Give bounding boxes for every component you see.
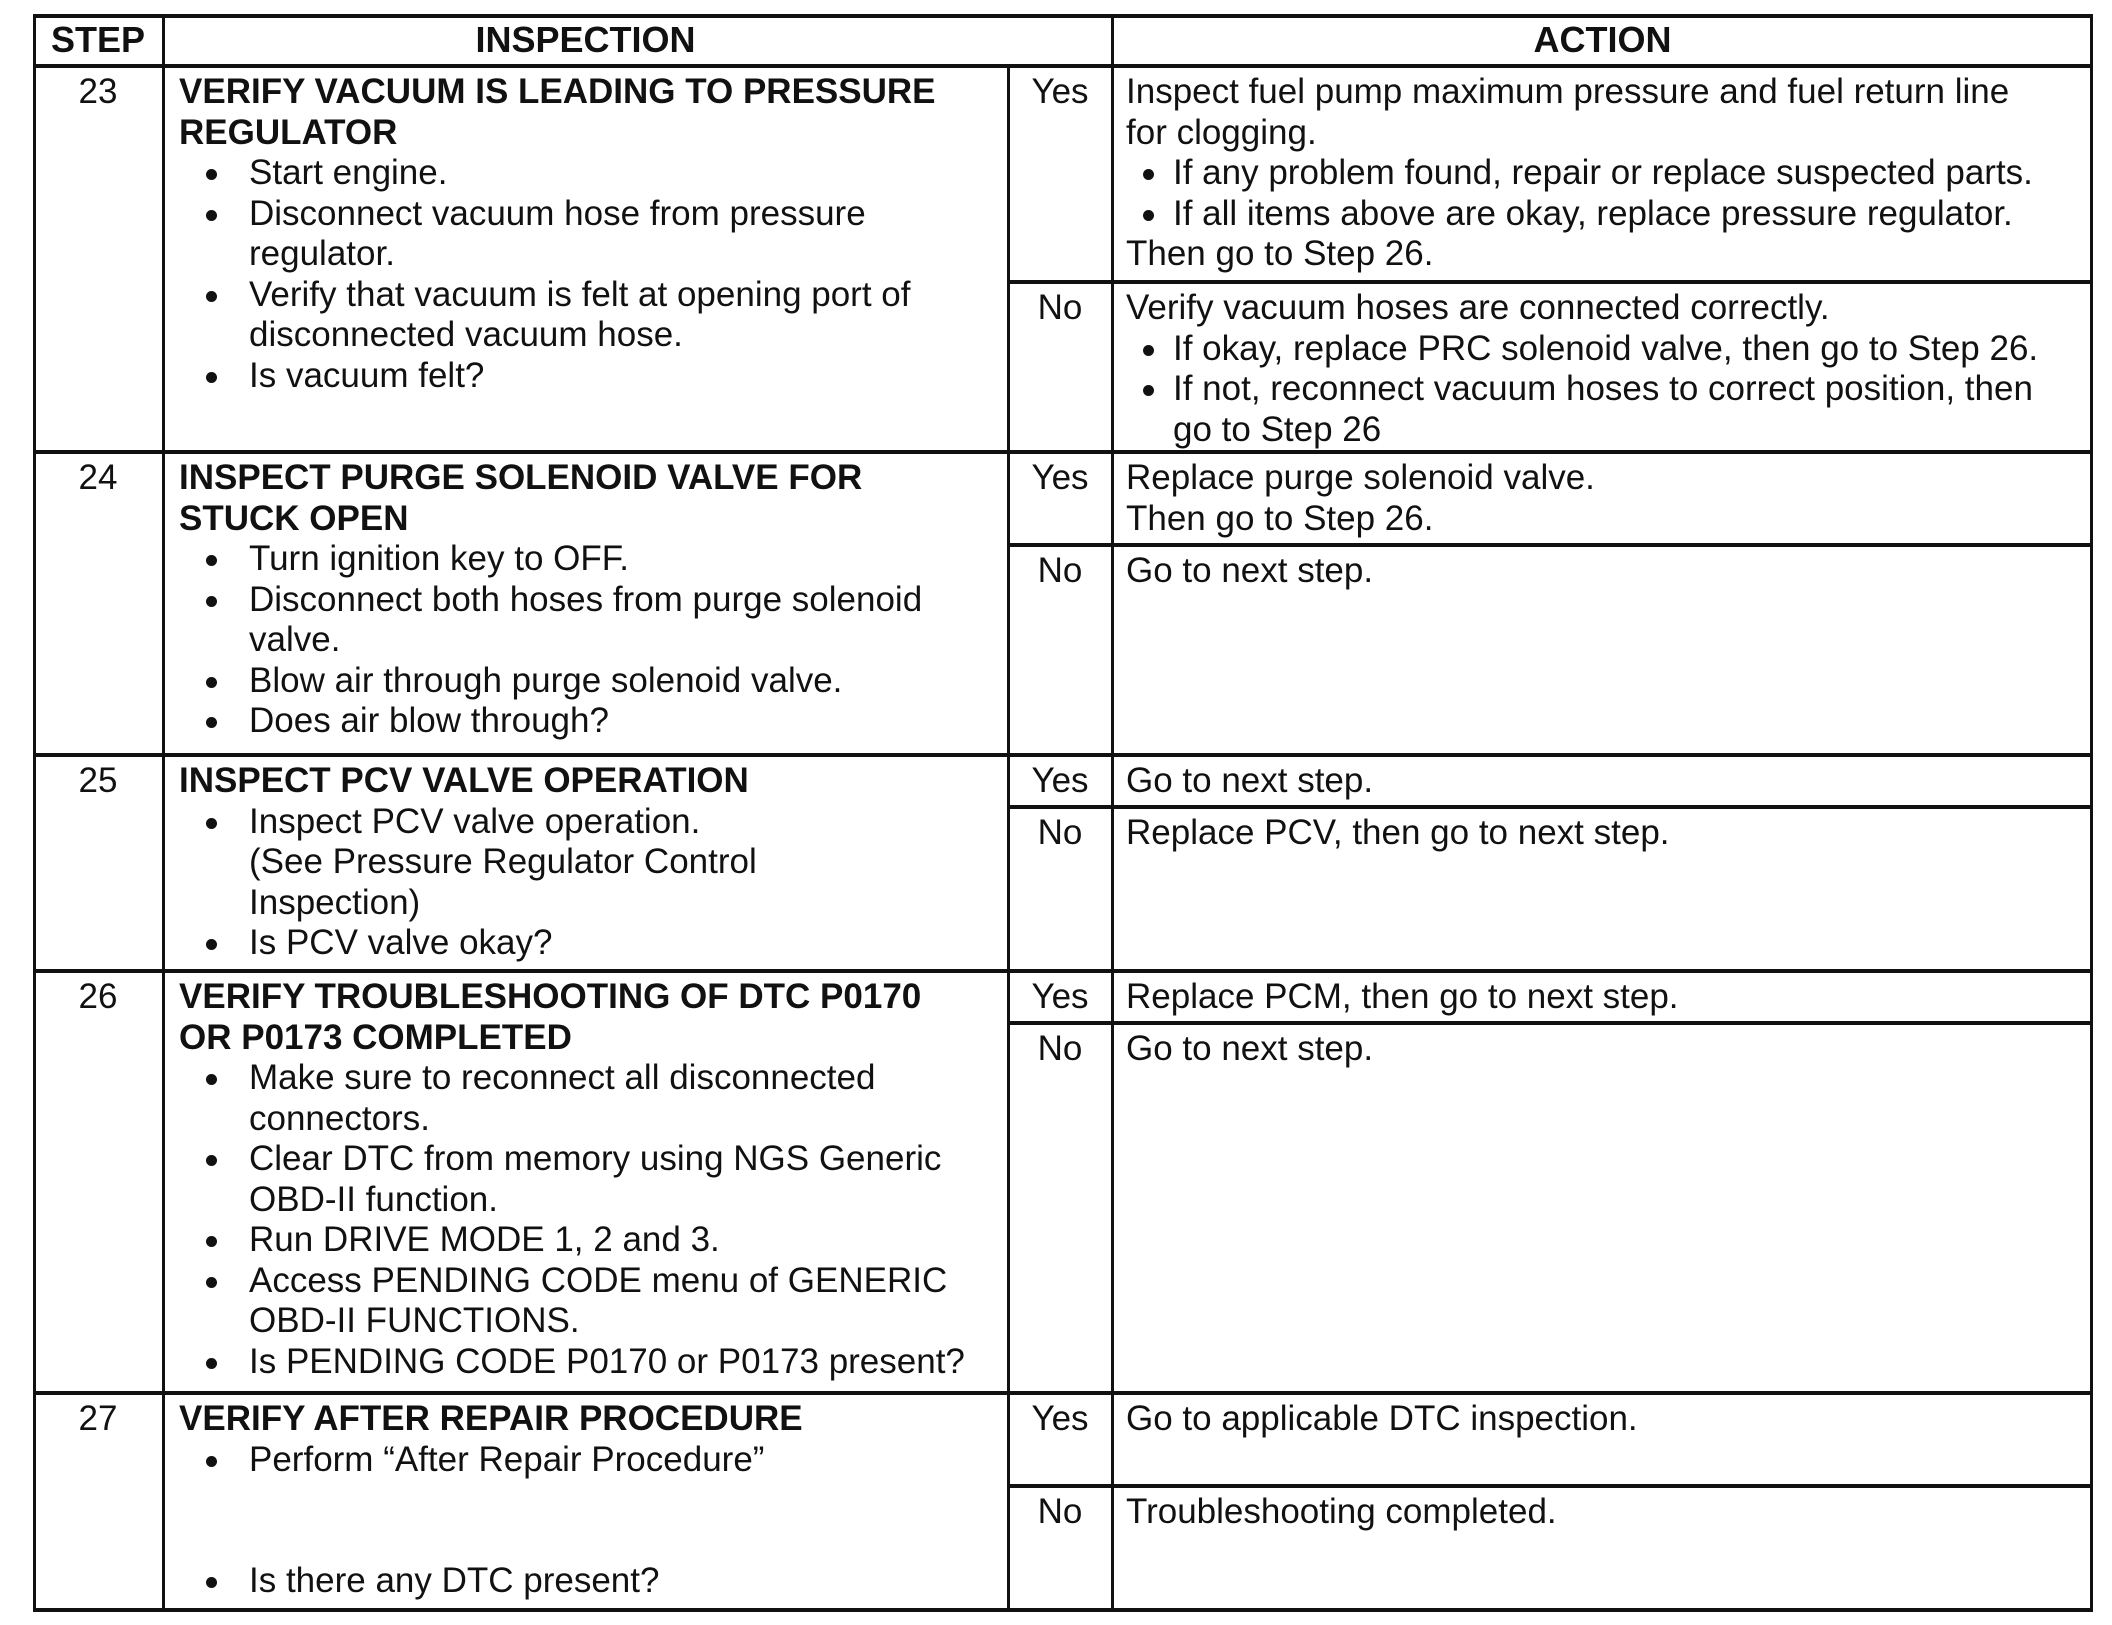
no-label: No [1037,288,1083,327]
line: Troubleshooting completed. [1126,1492,1557,1531]
yes-label: Yes [1031,458,1089,497]
row-divider [33,969,2093,973]
line: Clear DTC from memory using NGS Generic [249,1139,942,1178]
list-item [179,153,999,194]
yes-label: Yes [1031,761,1089,800]
no-label: No [1037,1029,1083,1068]
step-number: 27 [78,1399,118,1438]
step-number: 23 [78,72,118,111]
header-action: ACTION [1533,19,1672,60]
action-bullets [1116,153,2086,234]
line: Inspect PCV valve operation. [249,801,701,841]
yes-action [1126,761,2086,802]
diagnostic-table [33,14,2093,1611]
yes-label: Yes [1031,977,1089,1016]
line: Then go to Step 26. [1126,234,1434,273]
no-label: No [1037,813,1083,852]
border-left [33,14,36,1611]
list-item [179,275,999,356]
line: Inspection) [249,882,421,922]
line: Go to next step. [1126,1029,1374,1068]
line: connectors. [249,1098,430,1138]
list-item [179,1139,999,1220]
row-divider [33,753,2093,757]
inspection-title [179,72,999,153]
border-bottom [33,1608,2093,1612]
step-number: 25 [78,761,118,800]
list-item [179,1561,999,1602]
no-action [1126,551,2086,592]
list-item [1116,194,2086,235]
yes-label: Yes [1031,72,1089,111]
inspection-cell [179,761,999,964]
inspection-cell [179,1399,999,1480]
line: OBD-II function. [249,1179,498,1219]
inspection-cell [179,977,999,1382]
inspection-title [179,458,999,539]
yes-action [1126,72,2086,275]
inspection-title [179,1399,999,1440]
list-item [179,194,999,275]
inspection-cell [179,72,999,396]
list-item [179,923,999,964]
action-bullets [1116,329,2086,451]
line: Is there any DTC present? [249,1561,660,1600]
inspection-steps [179,802,999,964]
yesno-divider [1008,805,2093,809]
line: Does air blow through? [249,701,609,740]
title-line: STUCK OPEN [179,498,409,538]
yes-label: Yes [1031,1399,1089,1438]
inspection-question [179,1561,999,1602]
line: Start engine. [249,153,448,192]
line: Then go to Step 26. [1126,498,1434,538]
line: Make sure to reconnect all disconnected [249,1058,876,1097]
list-item [179,701,999,742]
line: (See Pressure Regulator Control [249,842,757,881]
border-right [2090,14,2093,1611]
no-action [1126,1492,2086,1533]
yesno-divider [1008,1021,2093,1025]
line: Verify that vacuum is felt at opening port of [249,274,911,314]
title-line: INSPECT PURGE SOLENOID VALVE FOR [179,458,863,497]
line: If not, reconnect vacuum hoses to correct position, then [1173,369,2033,408]
yes-action [1126,458,2086,539]
list-item [179,1220,999,1261]
line: Verify vacuum hoses are connected correctly. [1126,288,1830,327]
divider-step [162,14,165,1611]
inspection-title [179,977,999,1058]
line: If all items above are okay, replace pressure regulator. [1173,193,2013,233]
line: Disconnect vacuum hose from pressure [249,193,866,233]
step-number: 24 [78,458,118,497]
line: Replace PCV, then go to next step. [1126,813,1670,852]
list-item [179,1261,999,1342]
header-divider [33,64,2093,68]
inspection-title [179,761,999,802]
line: Replace purge solenoid valve. [1126,458,1595,497]
list-item [179,661,999,702]
line: Turn ignition key to OFF. [249,539,629,578]
title-line: OR P0173 COMPLETED [179,1017,572,1057]
list-item [179,356,999,397]
line: If okay, replace PRC solenoid valve, then go to Step 26. [1173,328,2039,368]
yes-action [1126,1399,2086,1440]
line: Is PENDING CODE P0170 or P0173 present? [249,1341,965,1381]
list-item [179,1342,999,1383]
title-line: VERIFY AFTER REPAIR PROCEDURE [179,1399,803,1438]
yesno-divider [1008,543,2093,547]
list-item [1116,369,2086,450]
inspection-steps [179,539,999,742]
no-action [1126,288,2086,450]
header-inspection: INSPECTION [475,19,696,60]
line: go to Step 26 [1173,409,1382,449]
inspection-cell [179,458,999,742]
list-item [1116,329,2086,370]
no-label: No [1037,551,1083,590]
line: If any problem found, repair or replace suspected parts. [1173,153,2033,192]
line: Go to next step. [1126,551,1374,590]
line: Inspect fuel pump maximum pressure and fuel return line [1126,72,2010,111]
no-action [1126,813,2086,854]
no-label: No [1037,1492,1083,1531]
line: Disconnect both hoses from purge solenoid [249,579,923,619]
line: Go to next step. [1126,761,1374,800]
title-line: REGULATOR [179,112,398,152]
list-item [179,580,999,661]
yesno-divider [1008,280,2093,284]
border-top [33,14,2093,18]
line: Perform “After Repair Procedure” [249,1439,765,1479]
list-item [179,1058,999,1139]
yes-action [1126,977,2086,1018]
list-item [179,539,999,580]
line: Go to applicable DTC inspection. [1126,1399,1638,1438]
inspection-steps [179,1058,999,1382]
line: disconnected vacuum hose. [249,315,683,354]
no-action [1126,1029,2086,1070]
yesno-divider [1008,1484,2093,1488]
title-line: VERIFY VACUUM IS LEADING TO PRESSURE [179,72,936,111]
title-line: VERIFY TROUBLESHOOTING OF DTC P0170 [179,977,922,1016]
line: Blow air through purge solenoid valve. [249,660,843,700]
row-divider [33,450,2093,454]
line: valve. [249,620,341,659]
line: Is PCV valve okay? [249,923,553,962]
title-line: INSPECT PCV VALVE OPERATION [179,761,749,800]
list-item [179,802,999,924]
line: Access PENDING CODE menu of GENERIC [249,1260,948,1300]
list-item [179,1440,999,1481]
line: for clogging. [1126,112,1317,152]
list-item [1116,153,2086,194]
row-divider [33,1391,2093,1395]
line: regulator. [249,234,395,273]
line: OBD-II FUNCTIONS. [249,1301,580,1340]
inspection-steps [179,1440,999,1481]
line: Run DRIVE MODE 1, 2 and 3. [249,1220,720,1259]
inspection-steps [179,153,999,396]
line: Is vacuum felt? [249,355,485,395]
step-number: 26 [78,977,118,1016]
line: Replace PCM, then go to next step. [1126,977,1679,1016]
header-step: STEP [50,19,146,60]
